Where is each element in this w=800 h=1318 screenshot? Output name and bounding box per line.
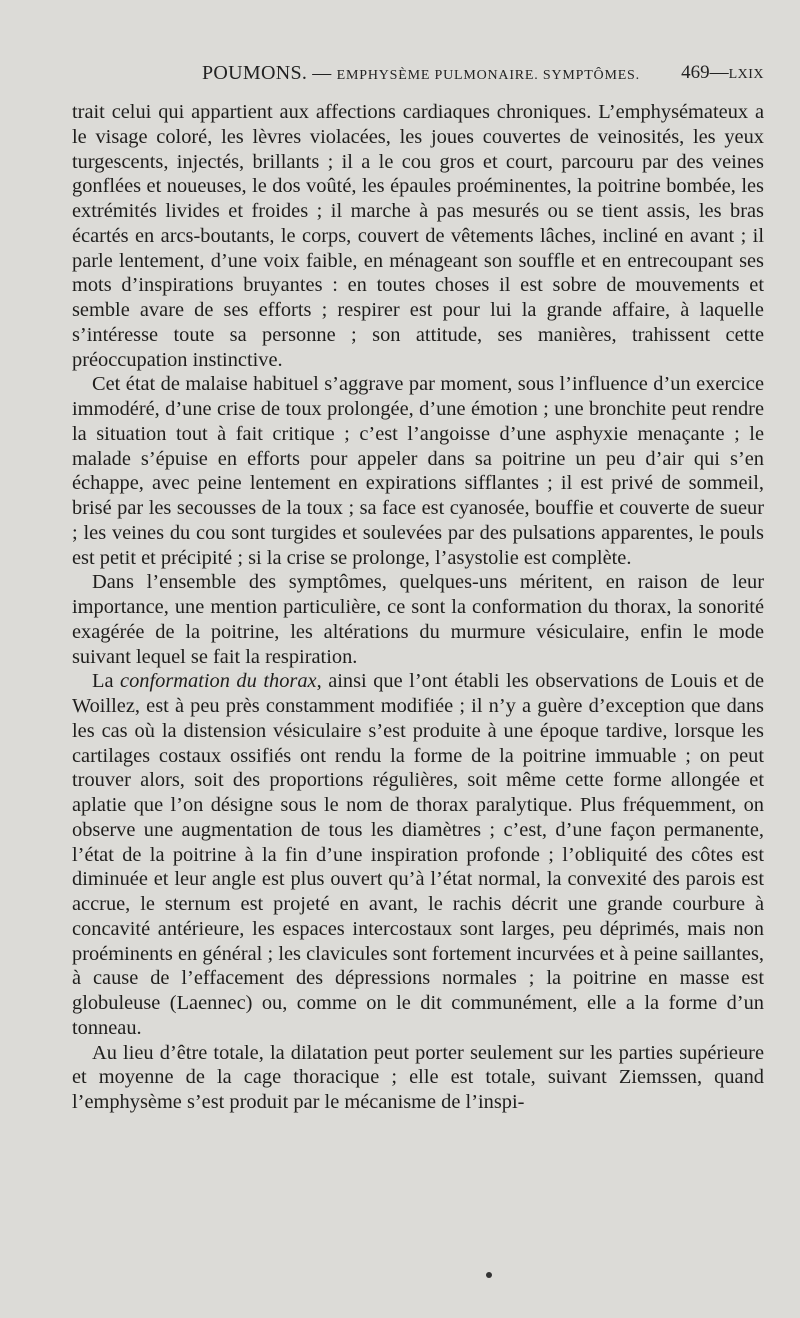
- paragraph-3: Dans l’ensemble des symptômes, quelques-uns méritent, en raison de leur importance, une mention particulière, ce sont la conformation du thorax, la sonorité exagérée de la poitrine, les altérations du murmure vésiculaire, enfin le mode suivant lequel se fait la respiration.: [72, 571, 764, 668]
- body-text: [72, 100, 764, 1115]
- paragraph-1: trait celui qui appartient aux affections cardiaques chroniques. L’emphysémateux a le visage coloré, les lèvres violacées, les joues couvertes de veinosités, les yeux turgescents, injectés, brillants ; il a le cou gros et court, parcouru par des veines gonflées et noueuses, le dos voûté, les épaules proéminentes, la poitrine bombée, les extrémités livides et froides ; il marche à pas mesurés ou se tient assis, les bras écartés en arcs-boutants, le corps, couvert de vêtements lâches, incliné en avant ; il parle lentement, d’une voix faible, en ménageant son souffle et en entrecoupant ses mots d’inspirations bruyantes : en toutes choses il est sobre de mouvements et semble avare de ses efforts ; respirer est pour lui la grande affaire, à laquelle s’intéresse toute sa personne ; son attitude, ses manières, trahissent cette préoccupation instinctive.: [72, 101, 764, 371]
- running-title-main: POUMONS.: [202, 62, 308, 84]
- page-number: [681, 62, 764, 84]
- page-number-arabic: 469: [681, 62, 710, 83]
- paragraph-2: Cet état de malaise habituel s’aggrave par moment, sous l’influence d’un exercice immodéré, d’une crise de toux prolongée, d’une émotion ; une bronchite peut rendre la situation tout à fait critique ; c’est l’angoisse d’une asphyxie menaçante ; le malade s’épuise en efforts pour appeler dans sa poitrine un peu d’air qui s’en échappe, avec peine lentement en expirations sifflantes ; il est privé de sommeil, brisé par les secousses de la toux ; sa face est cyanosée, bouffie et couverte de sueur ; les veines du cou sont turgides et soulevées par des pulsations apparentes, le pouls est petit et précipité ; si la crise se prolonge, l’asystolie est complète.: [72, 373, 764, 569]
- paragraph-4-prefix: La: [92, 670, 121, 693]
- running-title: [202, 62, 640, 85]
- ink-dot: [486, 1272, 492, 1278]
- paragraph-4-emphasis: conformation du thorax: [120, 670, 317, 693]
- paragraph-5: Au lieu d’être totale, la dilatation peut porter seulement sur les parties supérieure et moyenne de la cage thoracique ; elle est totale, suivant Ziemssen, quand l’emphysème s’est produit par le mécanisme de l’inspi-: [72, 1041, 764, 1113]
- paragraph-4-text: , ainsi que l’ont établi les observations de Louis et de Woillez, est à peu près constamment modifiée ; il n’y a guère d’exception que dans les cas où la distension vésiculaire s’est produite à une époque tardive, lorsque les cartilages costaux ossifiés ont rendu la forme de la poitrine immuable ; on peut trouver alors, soit des proportions régulières, soit même cette forme allongée et aplatie que l’on désigne sous le nom de thorax paralytique. Plus fréquemment, on observe une augmentation de tous les diamètres ; c’est, d’une façon permanente, l’état de la poitrine à la fin d’une inspiration profonde ; l’obliquité des côtes est diminuée et leur angle est plus ouvert qu’à l’état normal, la convexité des parois est accrue, le sternum est projeté en avant, le rachis décrit une grande courbure à concavité antérieure, les espaces intercostaux sont larges, peu déprimés, mais non proéminents en général ; les clavicules sont fortement incurvées et à peine saillantes, à cause de l’effacement des dépressions normales ; la poitrine en masse est globuleuse (Laennec) ou, comme on le dit communément, elle a la forme d’un tonneau.: [72, 670, 764, 1039]
- page-number-roman: LXIX: [728, 67, 764, 82]
- running-header: [72, 62, 764, 92]
- paragraph-4: [72, 669, 764, 1040]
- page-number-sep: —: [709, 62, 729, 83]
- running-title-dash: —: [312, 63, 332, 84]
- running-title-sub: EMPHYSÈME PULMONAIRE. SYMPTÔMES.: [336, 68, 640, 83]
